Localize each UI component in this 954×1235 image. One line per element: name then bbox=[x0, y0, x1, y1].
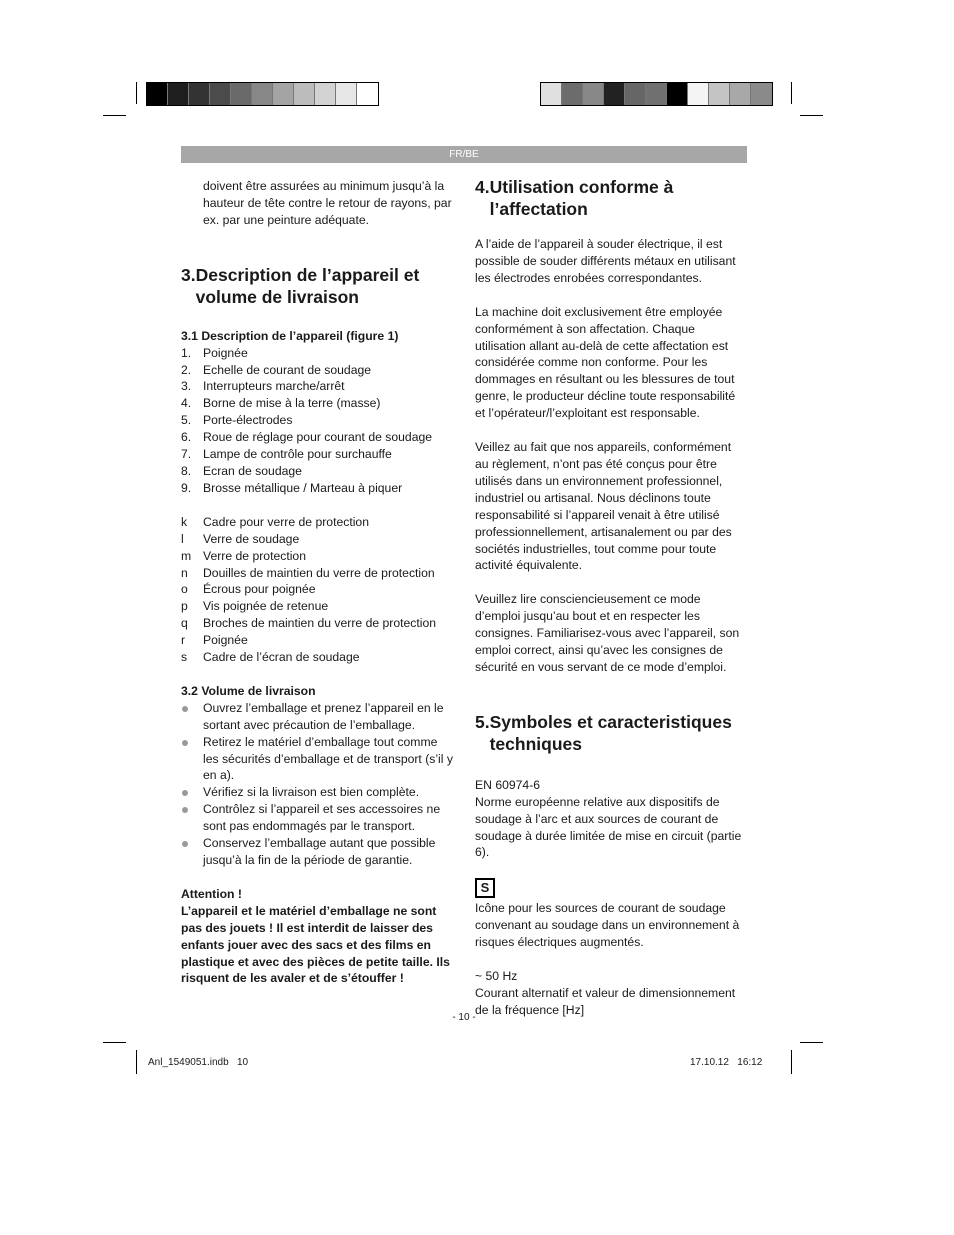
delivery-checklist bbox=[181, 700, 455, 869]
list-marker: s bbox=[181, 650, 188, 665]
bullet-icon bbox=[181, 835, 203, 869]
intro-paragraph: doivent être assurées au minimum jusqu’à la hauteur de tête contre le retour de rayons, par ex. par une peinture adéquate. bbox=[203, 179, 452, 227]
list-marker: l bbox=[181, 531, 184, 546]
crop-mark bbox=[103, 115, 126, 116]
frequency-code: ~ 50 Hz bbox=[475, 969, 518, 984]
accessory-list-item bbox=[181, 598, 455, 615]
s-symbol-icon: S bbox=[475, 878, 495, 898]
list-marker: 2. bbox=[181, 362, 192, 377]
attention-text: L’appareil et le matériel d’emballage ne sont pas des jouets ! Il est interdit de laisser des enfants jouer avec des sacs et des films en plastique et avec des pièces de petite taille. Ils risquent de les avaler et de s’étouffer ! bbox=[181, 903, 450, 986]
list-marker: 4. bbox=[181, 396, 192, 411]
list-text: Écrous pour poignée bbox=[203, 582, 316, 597]
part-list-item bbox=[181, 446, 455, 463]
crop-mark bbox=[800, 1042, 823, 1043]
bullet-icon bbox=[181, 734, 203, 785]
crop-mark bbox=[791, 82, 792, 104]
checklist-item bbox=[181, 835, 455, 869]
list-text: Broches de maintien du verre de protection bbox=[203, 616, 437, 631]
list-text: Lampe de contrôle pour surchauffe bbox=[203, 447, 392, 462]
list-text: Porte-électrodes bbox=[203, 413, 293, 428]
accessory-list-item bbox=[181, 615, 455, 632]
usage-paragraph-2: La machine doit exclusivement être employée conformément à son affectation. Chaque utilisation allant au-delà de cette affectation est considérée comme non conforme. Pour les dommages en résultant ou les blessures de tout genre, le producteur décline toute responsabilité et l’opérateur/l’exploitant est responsable. bbox=[475, 304, 736, 421]
part-list-item bbox=[181, 362, 455, 379]
list-marker: o bbox=[181, 582, 188, 597]
list-text: Douilles de maintien du verre de protection bbox=[203, 565, 435, 580]
part-list-item bbox=[181, 395, 455, 412]
color-calibration-bar-right bbox=[540, 82, 773, 106]
list-text: Brosse métallique / Marteau à piquer bbox=[203, 480, 403, 495]
section-4-heading bbox=[475, 176, 748, 220]
subsection-3-2-title: 3.2 Volume de livraison bbox=[181, 683, 316, 698]
color-swatch bbox=[231, 83, 252, 105]
usage-paragraph-4: Veuillez lire consciencieusement ce mode d’emploi jusqu’au bout et en respecter les consignes. Familiarisez-vous avec l’appareil, son emploi correct, ainsi qu’avec les consignes de sécurité en vous servant de ce mode d’emploi. bbox=[475, 592, 740, 674]
bullet-icon bbox=[181, 801, 203, 835]
section-5-heading bbox=[475, 711, 748, 755]
crop-mark bbox=[800, 115, 823, 116]
accessory-list-item bbox=[181, 581, 455, 598]
color-swatch bbox=[210, 83, 231, 105]
usage-paragraph-1: A l’aide de l’appareil à souder électrique, il est possible de souder différents métaux en utilisant les électrodes enrobées correspondantes. bbox=[475, 237, 736, 285]
list-marker: 8. bbox=[181, 463, 192, 478]
file-info: Anl_1549051.indb 10 bbox=[148, 1057, 249, 1068]
list-text: Conservez l’emballage autant que possible jusqu’à la fin de la période de garantie. bbox=[203, 836, 436, 867]
color-swatch bbox=[273, 83, 294, 105]
color-swatch bbox=[168, 83, 189, 105]
section-number: 3. bbox=[181, 264, 196, 285]
color-swatch bbox=[357, 83, 378, 105]
list-marker: 1. bbox=[181, 345, 192, 360]
color-calibration-bar-left bbox=[146, 82, 379, 106]
list-marker: r bbox=[181, 633, 186, 648]
color-swatch bbox=[604, 83, 625, 105]
right-column bbox=[475, 176, 748, 1019]
crop-mark bbox=[103, 1042, 126, 1043]
list-text: Echelle de courant de soudage bbox=[203, 362, 372, 377]
part-list-item bbox=[181, 480, 455, 497]
color-swatch bbox=[646, 83, 667, 105]
s-symbol-description: Icône pour les sources de courant de soudage convenant au soudage dans un environnement à risques électriques augmentés. bbox=[475, 901, 740, 950]
subsection-3-1-title: 3.1 Description de l’appareil (figure 1) bbox=[181, 328, 399, 343]
list-text: Retirez le matériel d’emballage tout comme les sécurités d’emballage et de transport (s’il y en a). bbox=[203, 734, 453, 783]
color-swatch bbox=[189, 83, 210, 105]
section-number: 4. bbox=[475, 177, 490, 197]
color-swatch bbox=[541, 83, 562, 105]
crop-mark bbox=[136, 82, 137, 104]
part-list-item bbox=[181, 463, 455, 480]
checklist-item bbox=[181, 700, 455, 734]
list-marker: n bbox=[181, 565, 188, 580]
bullet-icon bbox=[181, 700, 203, 734]
left-column bbox=[181, 178, 455, 987]
list-text: Contrôlez si l’appareil et ses accessoires ne sont pas endommagés par le transport. bbox=[203, 802, 441, 834]
accessory-list-item bbox=[181, 565, 455, 582]
color-swatch bbox=[730, 83, 751, 105]
parts-list bbox=[181, 345, 455, 497]
standard-code: EN 60974-6 bbox=[475, 777, 541, 792]
accessory-list-item bbox=[181, 514, 455, 531]
part-list-item bbox=[181, 378, 455, 395]
attention-block bbox=[181, 886, 455, 987]
crop-mark bbox=[136, 1050, 137, 1074]
list-marker: 9. bbox=[181, 480, 192, 495]
s-symbol-row bbox=[475, 878, 748, 898]
list-text: Cadre de l’écran de soudage bbox=[203, 650, 360, 665]
frequency-description: Courant alternatif et valeur de dimensionnement de la fréquence [Hz] bbox=[475, 986, 736, 1017]
list-marker: 3. bbox=[181, 379, 192, 394]
color-swatch bbox=[147, 83, 168, 105]
list-text: Borne de mise à la terre (masse) bbox=[203, 396, 381, 411]
checklist-item bbox=[181, 801, 455, 835]
part-list-item bbox=[181, 429, 455, 446]
list-text: Roue de réglage pour courant de soudage bbox=[203, 430, 433, 445]
bullet-icon bbox=[181, 784, 203, 801]
section-3-heading bbox=[181, 264, 455, 308]
accessory-parts-list bbox=[181, 514, 455, 666]
list-marker: 6. bbox=[181, 430, 192, 445]
list-marker: q bbox=[181, 616, 188, 631]
list-text: Interrupteurs marche/arrêt bbox=[203, 379, 345, 394]
checklist-item bbox=[181, 734, 455, 785]
color-swatch bbox=[688, 83, 709, 105]
list-text: Vérifiez si la livraison est bien complète. bbox=[203, 785, 420, 800]
color-swatch bbox=[709, 83, 730, 105]
language-header-bar bbox=[181, 146, 747, 163]
date-info: 17.10.12 16:12 bbox=[690, 1057, 763, 1068]
list-marker: p bbox=[181, 599, 188, 614]
accessory-list-item bbox=[181, 548, 455, 565]
list-text: Poignée bbox=[203, 633, 248, 648]
page-number: - 10 - bbox=[452, 1012, 476, 1023]
list-text: Poignée bbox=[203, 345, 248, 360]
color-swatch bbox=[583, 83, 604, 105]
list-text: Vis poignée de retenue bbox=[203, 599, 329, 614]
list-text: Ouvrez l’emballage et prenez l’appareil en le sortant avec précaution de l’emballage. bbox=[203, 700, 444, 732]
attention-title: Attention ! bbox=[181, 886, 242, 901]
color-swatch bbox=[751, 83, 772, 105]
list-text: Verre de protection bbox=[203, 548, 306, 563]
color-swatch bbox=[667, 83, 688, 105]
accessory-list-item bbox=[181, 632, 455, 649]
section-title: Symboles et caracteristiques techniques bbox=[489, 711, 732, 754]
accessory-list-item bbox=[181, 649, 455, 666]
color-swatch bbox=[252, 83, 273, 105]
color-swatch bbox=[294, 83, 315, 105]
language-code: FR/BE bbox=[449, 149, 479, 160]
color-swatch bbox=[562, 83, 583, 105]
standard-description: Norme européenne relative aux dispositifs de soudage à l’arc et aux sources de courant de soudage à durée limitée de mise en circuit (partie 6). bbox=[475, 794, 742, 860]
list-text: Ecran de soudage bbox=[203, 463, 302, 478]
section-title: Utilisation conforme à l’affectation bbox=[489, 177, 674, 219]
color-swatch bbox=[336, 83, 357, 105]
list-text: Cadre pour verre de protection bbox=[203, 514, 369, 529]
crop-mark bbox=[791, 1050, 792, 1074]
accessory-list-item bbox=[181, 531, 455, 548]
list-marker: k bbox=[181, 514, 188, 529]
part-list-item bbox=[181, 345, 455, 362]
list-text: Verre de soudage bbox=[203, 531, 300, 546]
list-marker: 7. bbox=[181, 447, 192, 462]
list-marker: 5. bbox=[181, 413, 192, 428]
part-list-item bbox=[181, 412, 455, 429]
section-number: 5. bbox=[475, 711, 490, 732]
section-title: Description de l’appareil et volume de livraison bbox=[195, 264, 420, 307]
color-swatch bbox=[625, 83, 646, 105]
list-marker: m bbox=[181, 548, 192, 563]
color-swatch bbox=[315, 83, 336, 105]
usage-paragraph-3: Veillez au fait que nos appareils, conformément au règlement, n’ont pas été conçus pour être utilisés dans un environnement professionnel, industriel ou artisanal. Nous déclinons toute responsabilité si l’appareil venait à être utilisé professionnellement, artisanalement ou par des sociétés industrielles, tout comme pour toute activité équivalente. bbox=[475, 440, 732, 573]
checklist-item bbox=[181, 784, 455, 801]
